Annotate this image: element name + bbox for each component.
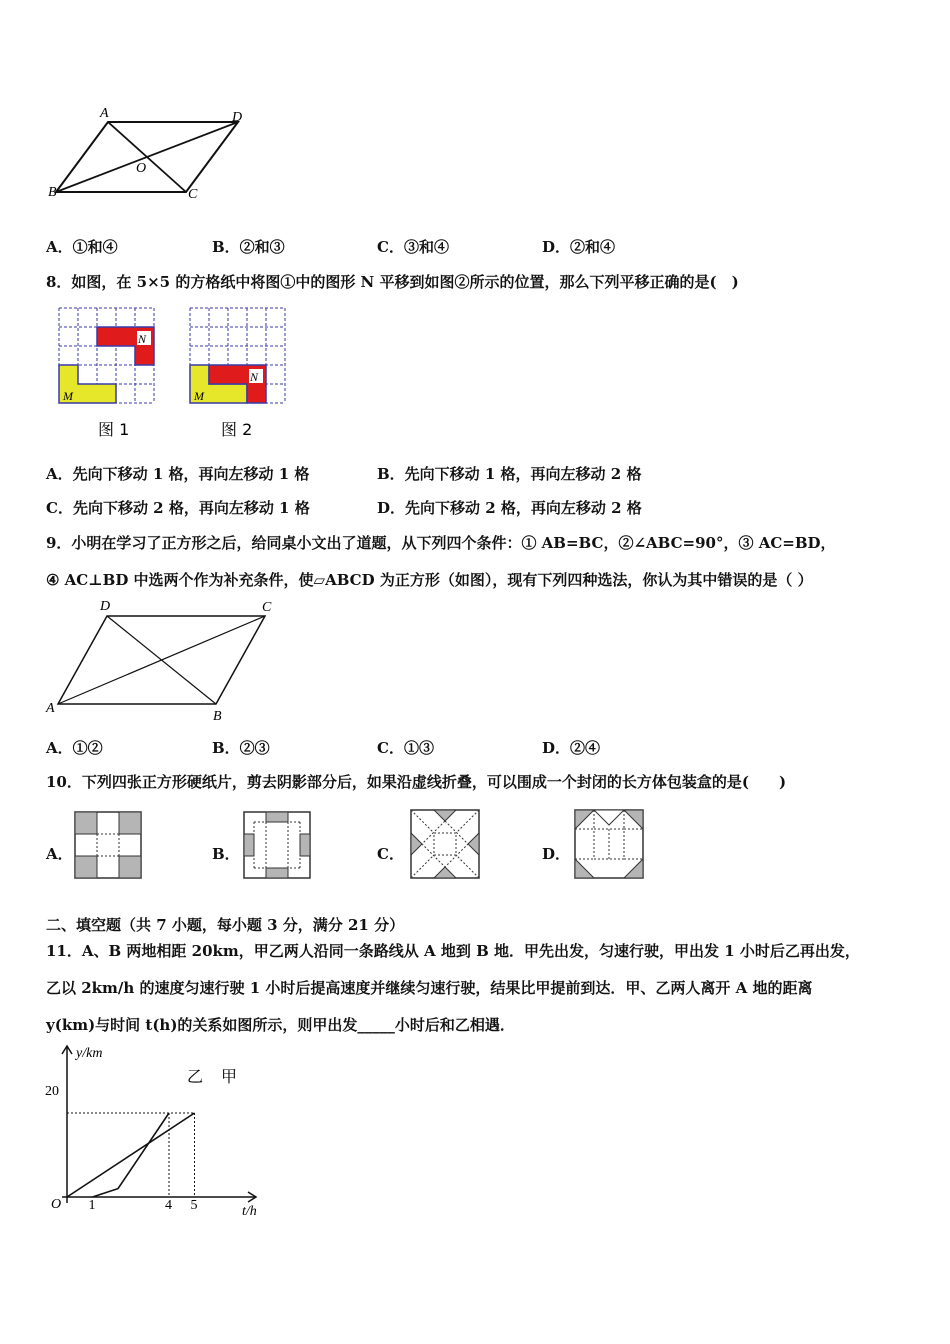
q9-stem-line2: ④ AC⊥BD 中选两个作为补充条件，使▱ABCD 为正方形（如图），现有下列四种选法，你认为其中错误的是（ ）: [46, 571, 813, 589]
q9-label-B: B: [213, 709, 222, 724]
q11-x-axis-label: t/h: [242, 1204, 257, 1219]
q8-option-c: C．先向下移动 2 格，再向左移动 1 格: [46, 499, 310, 517]
q8-option-d: D．先向下移动 2 格，再向左移动 2 格: [377, 499, 642, 517]
q11-y-tick-20: 20: [45, 1084, 59, 1099]
q11-x-tick-1: 1: [88, 1198, 96, 1213]
q8-fig2-label-n: N: [250, 370, 259, 384]
q7-label-O: O: [136, 161, 147, 176]
q7-label-C: C: [188, 187, 198, 202]
q10-option-d-figure: [574, 809, 644, 879]
q8-fig1-label-n: N: [138, 332, 147, 346]
q10-option-a-letter: A．: [46, 845, 73, 863]
q9-label-D: D: [100, 599, 111, 614]
q8-fig2-label-m: M: [194, 389, 204, 403]
q7-label-D: D: [232, 110, 243, 125]
q11-series-line-jia: [67, 1113, 195, 1197]
q9-option-d: D．②④: [542, 739, 601, 757]
q8-stem: 8．如图，在 5×5 的方格纸中将图①中的图形 N 平移到如图②所示的位置，那么下列平移正确的是( ): [46, 273, 739, 291]
q10-option-b-letter: B．: [212, 845, 240, 863]
q11-stem-line3: y(km)与时间 t(h)的关系如图所示，则甲出发_____小时后和乙相遇．: [46, 1016, 515, 1034]
q11-origin-label: O: [51, 1197, 62, 1212]
q8-figure-2: [189, 307, 289, 447]
q10-option-a-figure: [74, 811, 142, 879]
q9-stem-line1: 9．小明在学习了正方形之后，给同桌小文出了道题，从下列四个条件：① AB=BC，②∠ABC=90°，③ AC=BD，: [46, 534, 836, 552]
q7-option-d: D．②和④: [542, 238, 616, 256]
q11-stem-line1: 11．A、B 两地相距 20km，甲乙两人沿同一条路线从 A 地到 B 地．甲先出发，匀速行驶，甲出发 1 小时后乙再出发，: [46, 942, 860, 960]
q10-option-d-letter: D．: [542, 845, 571, 863]
q11-x-tick-4: 4: [165, 1198, 172, 1213]
q7-option-b: B．②和③: [212, 238, 285, 256]
q9-option-c: C．①③: [377, 739, 434, 757]
q11-series-label-yi: 乙: [187, 1067, 204, 1086]
q8-fig2-caption: 图 2: [221, 420, 253, 439]
q8-fig1-label-m: M: [63, 389, 73, 403]
q8-option-b: B．先向下移动 1 格，再向左移动 2 格: [377, 465, 642, 483]
q7-option-c: C．③和④: [377, 238, 449, 256]
q10-option-c-figure: [410, 809, 480, 879]
q11-distance-time-graph: [40, 1040, 280, 1225]
q7-option-a: A．①和④: [46, 238, 118, 256]
q8-figure-1: [58, 307, 158, 447]
q9-label-A: A: [46, 701, 55, 716]
q11-series-label-jia: 甲: [221, 1067, 238, 1086]
q7-label-B: B: [48, 185, 57, 200]
q11-x-tick-5: 5: [190, 1198, 198, 1213]
q9-option-b: B．②③: [212, 739, 270, 757]
q7-parallelogram-figure: [40, 100, 260, 210]
section-heading-fill-in: 二、填空题（共 7 小题，每小题 3 分，满分 21 分）: [46, 916, 405, 934]
q9-option-a: A．①②: [46, 739, 103, 757]
q11-y-axis-label: y/km: [76, 1046, 103, 1061]
q10-stem: 10．下列四张正方形硬纸片，剪去阴影部分后，如果沿虚线折叠，可以围成一个封闭的长方体包装盒的是( ): [46, 773, 787, 791]
q8-fig1-caption: 图 1: [98, 420, 130, 439]
q9-label-C: C: [262, 600, 272, 615]
q11-stem-line2: 乙以 2km/h 的速度匀速行驶 1 小时后提高速度并继续匀速行驶，结果比甲提前到达．甲、乙两人离开 A 地的距离: [46, 979, 813, 997]
q10-option-c-letter: C．: [377, 845, 404, 863]
q10-option-b-figure: [243, 811, 311, 879]
q8-option-a: A．先向下移动 1 格，再向左移动 1 格: [46, 465, 310, 483]
q7-label-A: A: [100, 106, 109, 121]
q9-parallelogram-figure: [40, 596, 290, 726]
